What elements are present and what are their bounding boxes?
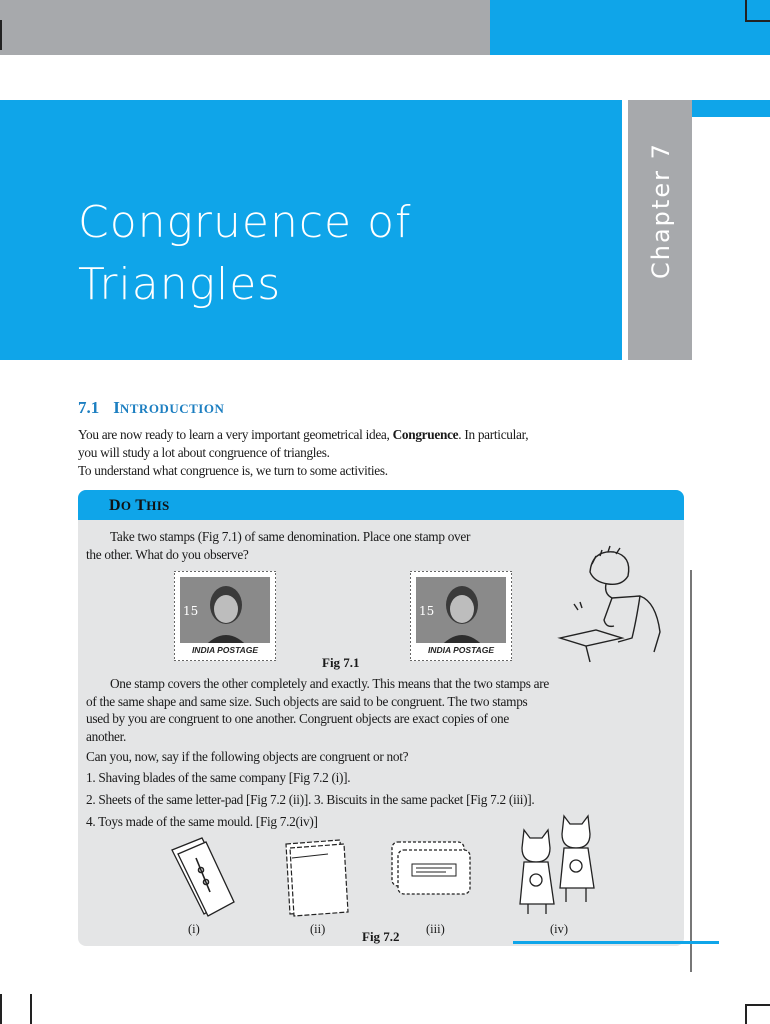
svg-text:15: 15 (419, 604, 435, 618)
congruence-paragraph: One stamp covers the other completely and exactly. This means that the two stamps are of the same shape and same size. Such objects are said to be congruent. The two stamps used by you are congruent to one another. Congruent objects are exact copies of one another. (86, 676, 550, 744)
chapter-title: Congruence of Triangles (78, 197, 412, 310)
fig-label-ii: (ii) (310, 922, 326, 936)
fig-label-i: (i) (188, 922, 200, 936)
fig-7-2-caption: Fig 7.2 (362, 929, 400, 944)
fig-7-1-caption: Fig 7.1 (322, 655, 360, 670)
biscuit-illustration (386, 836, 476, 906)
crop-mark (0, 994, 2, 1024)
svg-text:15: 15 (183, 604, 199, 618)
stamp-image (174, 571, 276, 661)
stamp-label: INDIA POSTAGE (191, 645, 259, 655)
intro-paragraph: You are now ready to learn a very important geometrical idea, Congruence. In particular, you will study a lot about congruence of triangles. To understand what congruence is, we turn to some activities. (78, 427, 529, 478)
crop-mark (745, 0, 747, 20)
crop-mark (745, 1004, 747, 1024)
chapter-banner (0, 100, 622, 360)
list-item: 1. Shaving blades of the same company [Fig 7.2 (i)]. (86, 770, 351, 785)
crop-mark (745, 1004, 770, 1006)
crop-mark (745, 20, 770, 22)
stamp-image (410, 571, 512, 661)
do-this-title: DO THIS (109, 497, 170, 514)
footer-rule (513, 941, 719, 944)
chapter-tab-strip (692, 100, 770, 117)
fig-label-iii: (iii) (426, 922, 445, 936)
top-bar-gray (0, 0, 490, 55)
activity-paragraph: Take two stamps (Fig 7.1) of same denomination. Place one stamp over the other. What do you observe? (86, 529, 471, 562)
fig-label-iv: (iv) (550, 922, 569, 936)
list-item: 2. Sheets of the same letter-pad [Fig 7.2 (ii)]. 3. Biscuits in the same packet [Fig 7.2 (iii)]. (86, 792, 535, 807)
boy-illustration (556, 542, 674, 664)
crop-mark (30, 994, 32, 1024)
blade-illustration (166, 836, 238, 918)
term-congruence: Congruence (392, 427, 459, 442)
question-text: Can you, now, say if the following objects are congruent or not? (86, 749, 409, 764)
toys-illustration (514, 810, 602, 918)
chapter-label: Chapter 7 (647, 142, 675, 279)
section-heading: 7.1 INTRODUCTION (78, 398, 225, 417)
letter-pad-illustration (280, 836, 352, 918)
top-bar-blue (490, 0, 770, 55)
crop-mark (0, 20, 2, 50)
margin-rule (690, 570, 692, 972)
stamp-label: INDIA POSTAGE (427, 645, 495, 655)
section-number: 7.1 (78, 398, 100, 417)
list-item: 4. Toys made of the same mould. [Fig 7.2(iv)] (86, 814, 318, 829)
